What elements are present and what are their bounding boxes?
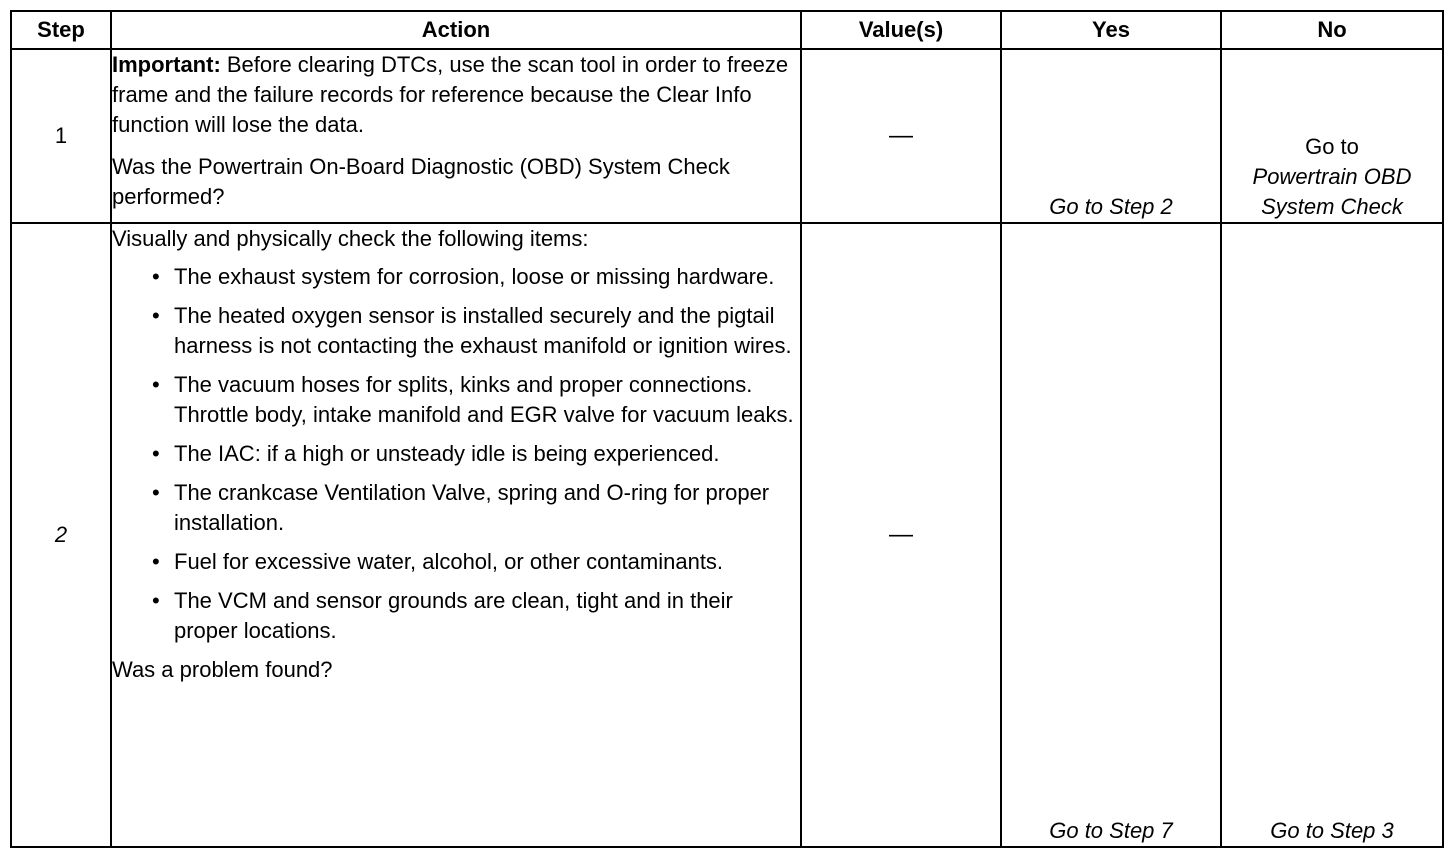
no-step-1-prefix: Go to [1305,134,1359,159]
bullet-icon: • [152,549,160,574]
value-step-2: — [801,223,1001,847]
list-item [112,439,800,469]
no-step-2-text: Go to Step 3 [1270,818,1394,843]
table-row-step-2 [11,223,1443,847]
action-cell-2 [111,223,801,847]
bullet-icon: • [152,480,160,505]
bullet-icon: • [152,264,160,289]
header-row [11,11,1443,49]
header-yes: Yes [1001,11,1221,49]
bullet-icon: • [152,372,160,397]
step-number-1: 1 [11,49,111,223]
yes-step-1 [1001,49,1221,223]
bullet-icon: • [152,303,160,328]
header-values: Value(s) [801,11,1001,49]
no-step-2 [1221,223,1443,847]
table-row-step-1 [11,49,1443,223]
no-step-1-link: Powertrain OBD System Check [1252,164,1412,219]
check-intro: Visually and physically check the following items: [112,226,589,251]
list-item-text: The exhaust system for corrosion, loose or missing hardware. [174,264,775,289]
list-item [112,478,800,538]
list-item-text: Fuel for excessive water, alcohol, or other contaminants. [174,549,724,574]
list-item [112,586,800,646]
important-text: Before clearing DTCs, use the scan tool in order to freeze frame and the failure records for reference because the Clear Info function will lose the data. [112,52,789,137]
header-step: Step [11,11,111,49]
question-step-2: Was a problem found? [112,657,333,682]
question-step-1: Was the Powertrain On-Board Diagnostic (OBD) System Check performed? [112,154,730,209]
yes-step-1-text: Go to Step 2 [1049,194,1173,219]
list-item-text: The heated oxygen sensor is installed securely and the pigtail harness is not contacting the exhaust manifold or ignition wires. [174,303,792,358]
list-item-text: The IAC: if a high or unsteady idle is being experienced. [174,441,720,466]
list-item [112,262,800,292]
yes-step-2 [1001,223,1221,847]
list-item [112,370,800,430]
action-cell-1 [111,49,801,223]
no-step-1 [1221,49,1443,223]
important-note [112,50,800,140]
check-list [112,262,800,646]
value-step-1: — [801,49,1001,223]
step-number-2: 2 [11,223,111,847]
header-action: Action [111,11,801,49]
diagnostic-table [10,10,1444,848]
header-no: No [1221,11,1443,49]
list-item [112,301,800,361]
yes-step-2-text: Go to Step 7 [1049,818,1173,843]
bullet-icon: • [152,441,160,466]
list-item-text: The vacuum hoses for splits, kinks and proper connections. Throttle body, intake manifold and EGR valve for vacuum leaks. [174,372,794,427]
bullet-icon: • [152,588,160,613]
list-item [112,547,800,577]
list-item-text: The crankcase Ventilation Valve, spring and O-ring for proper installation. [174,480,770,535]
list-item-text: The VCM and sensor grounds are clean, tight and in their proper locations. [174,588,733,643]
important-label: Important: [112,52,221,77]
